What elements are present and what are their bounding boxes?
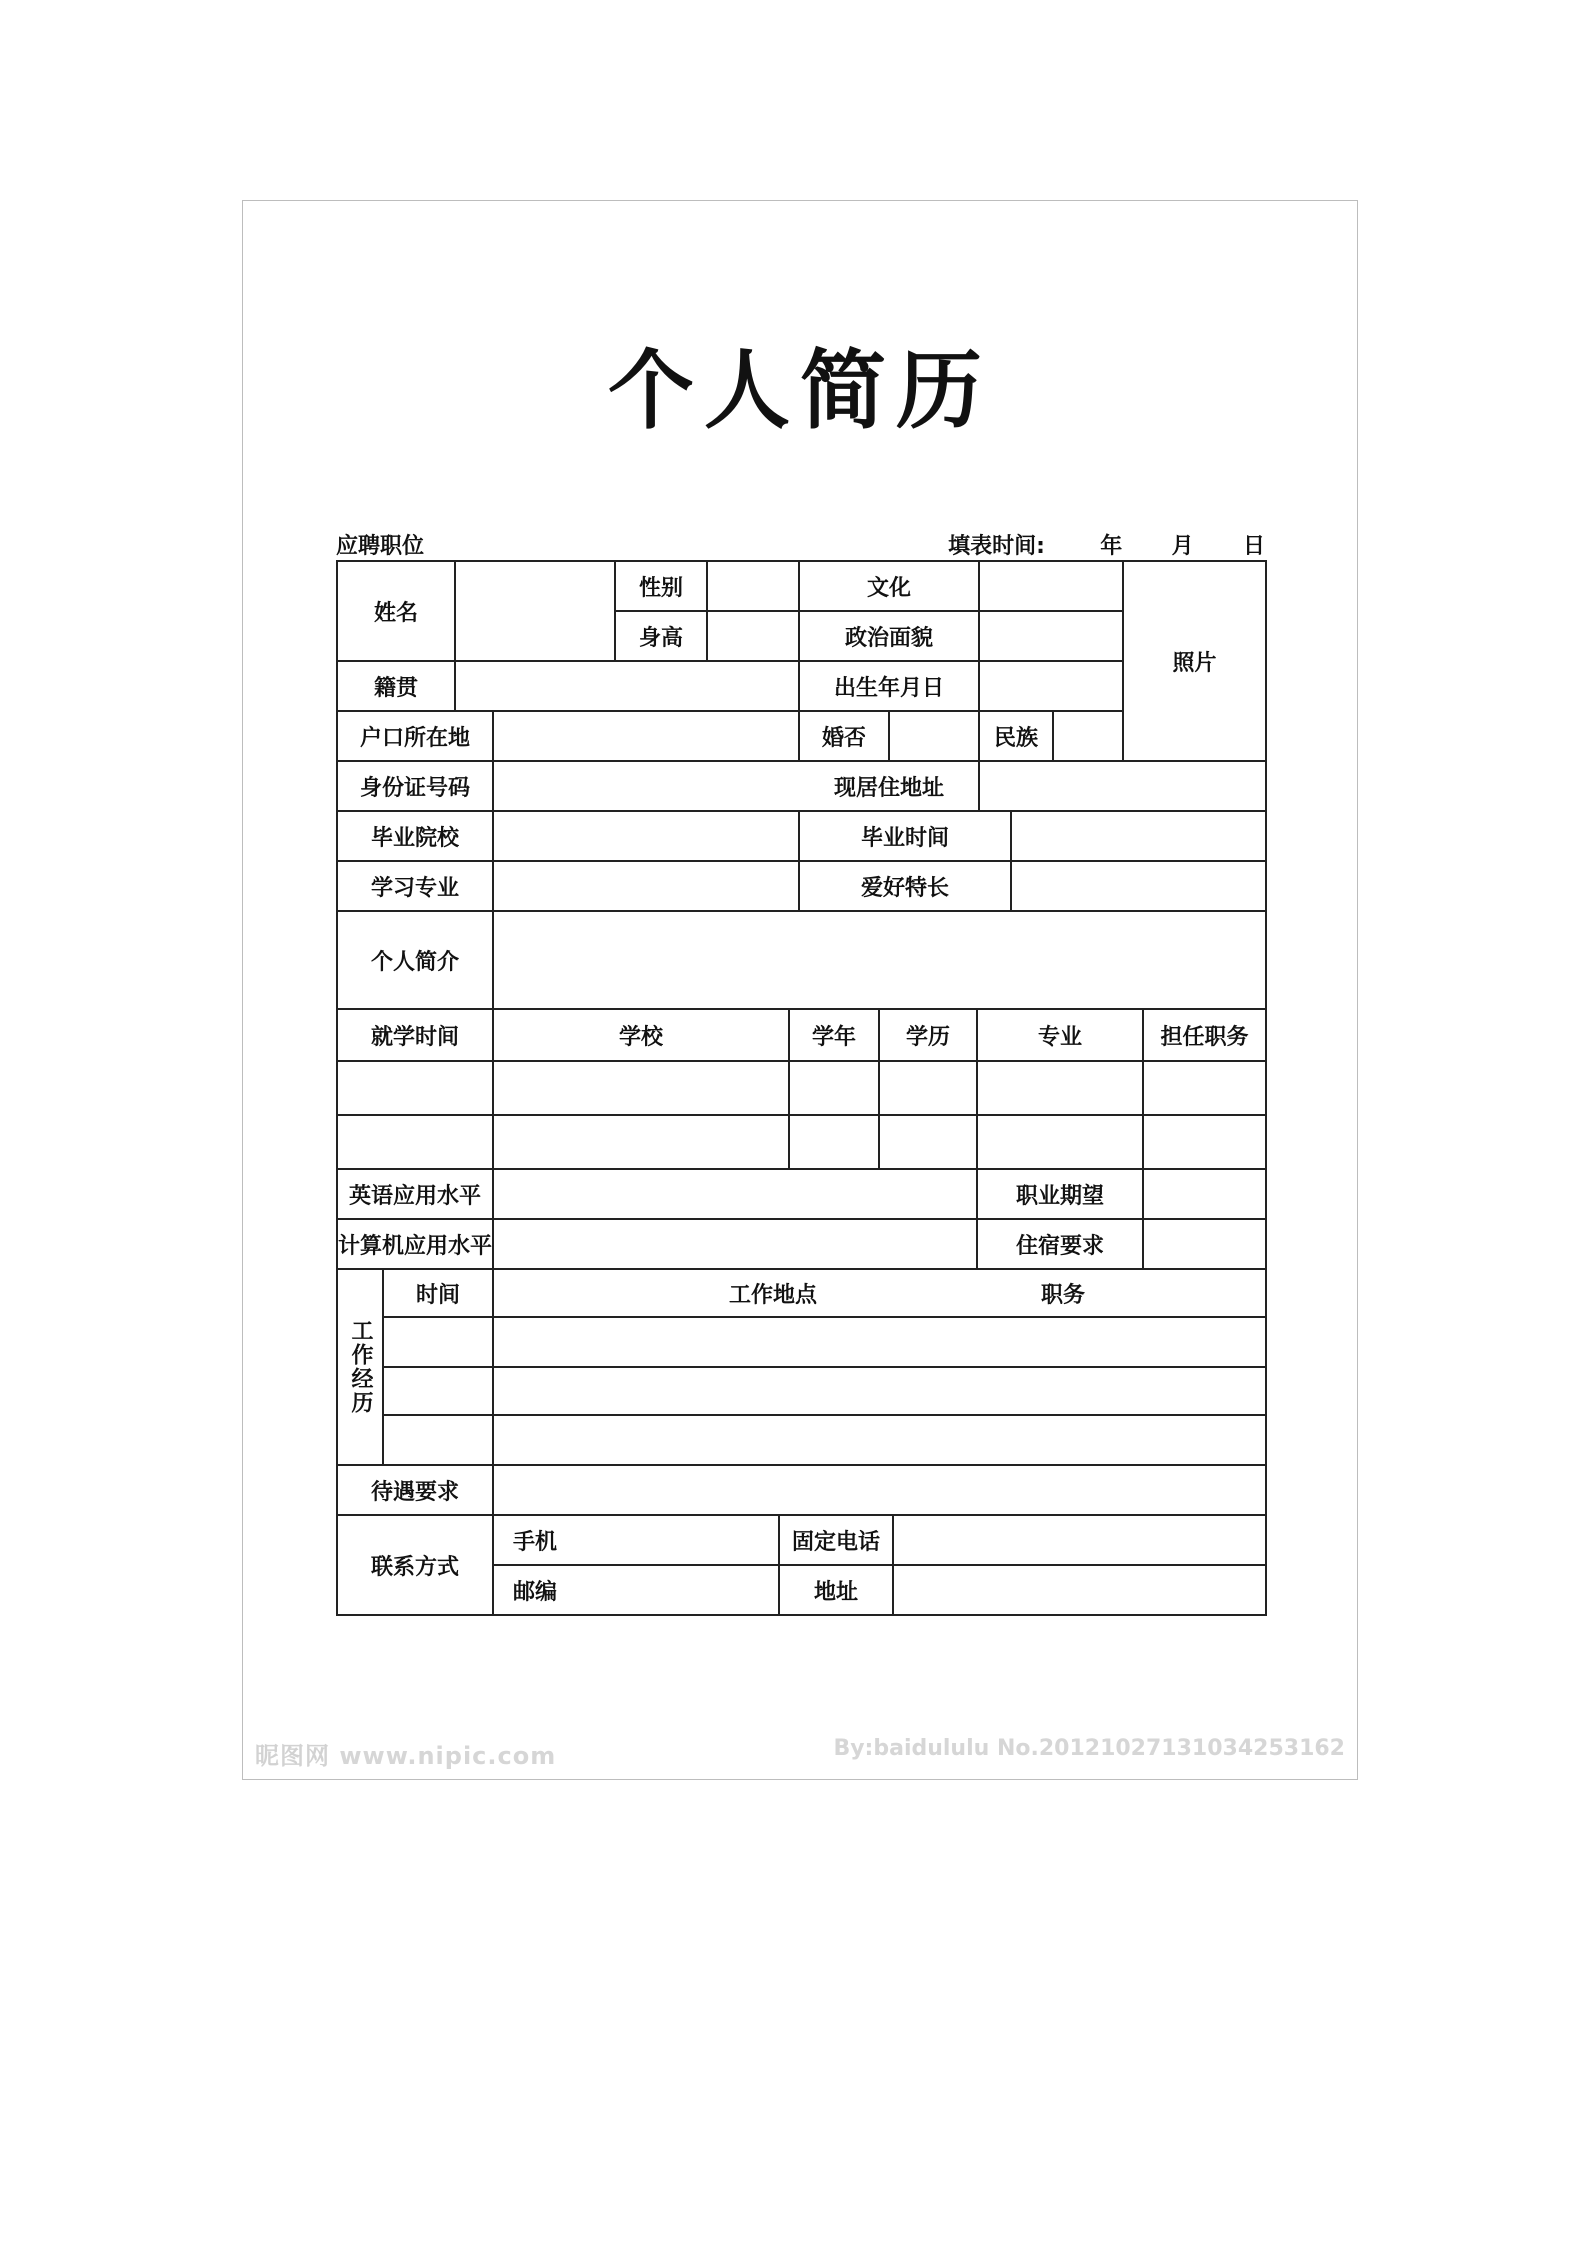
english-label: 英语应用水平 bbox=[348, 1183, 481, 1209]
contact-label: 联系方式 bbox=[370, 1554, 459, 1580]
hukou-label: 户口所在地 bbox=[359, 725, 470, 751]
work-section-text: 工作经历 bbox=[348, 1319, 373, 1415]
name-label: 姓名 bbox=[373, 600, 418, 626]
birth-field[interactable] bbox=[979, 661, 1123, 711]
school-label: 毕业院校 bbox=[370, 825, 459, 851]
salary-label: 待遇要求 bbox=[370, 1479, 459, 1505]
fill-time-label: 填表时间: bbox=[948, 534, 1045, 559]
table-row[interactable] bbox=[383, 1367, 1266, 1415]
table-row[interactable] bbox=[337, 1061, 1266, 1115]
table-row[interactable] bbox=[383, 1317, 1266, 1367]
ethnic-label: 民族 bbox=[993, 725, 1038, 751]
english-field[interactable] bbox=[493, 1169, 977, 1219]
political-field[interactable] bbox=[979, 611, 1123, 661]
intro-label: 个人简介 bbox=[370, 949, 459, 975]
work-place-header: 工作地点 bbox=[728, 1282, 817, 1308]
day-label: 日 bbox=[1242, 534, 1265, 559]
edu-school-header: 学校 bbox=[618, 1024, 663, 1050]
resume-sheet bbox=[242, 200, 1358, 1780]
computer-field[interactable] bbox=[493, 1219, 977, 1269]
edu-degree-header: 学历 bbox=[905, 1024, 950, 1050]
landline-field[interactable] bbox=[893, 1515, 1266, 1565]
edu-time-header: 就学时间 bbox=[370, 1024, 459, 1050]
work-time-header: 时间 bbox=[415, 1282, 460, 1308]
salary-field[interactable] bbox=[493, 1465, 1266, 1515]
mobile-label: 手机 bbox=[513, 1529, 558, 1555]
political-label: 政治面貌 bbox=[844, 625, 933, 651]
site-url: www.nipic.com bbox=[339, 1742, 557, 1770]
page-title: 个人简历 bbox=[608, 340, 992, 441]
watermark-credit: By:baidululu No.20121027131034253162 bbox=[833, 1736, 1345, 1761]
career-field[interactable] bbox=[1143, 1169, 1266, 1219]
gender-field[interactable] bbox=[707, 561, 799, 611]
computer-label: 计算机应用水平 bbox=[337, 1233, 492, 1259]
major-field[interactable] bbox=[493, 861, 799, 911]
ethnic-field[interactable] bbox=[1053, 711, 1123, 761]
major-label: 学习专业 bbox=[370, 875, 459, 901]
month-label: 月 bbox=[1171, 534, 1194, 559]
hobby-label: 爱好特长 bbox=[860, 875, 949, 901]
marital-field[interactable] bbox=[889, 711, 979, 761]
photo-box[interactable]: 照片 bbox=[1172, 650, 1217, 676]
height-field[interactable] bbox=[707, 611, 799, 661]
site-logo: 昵图网 bbox=[255, 1742, 330, 1770]
address-field[interactable] bbox=[979, 761, 1266, 811]
name-field[interactable] bbox=[455, 561, 615, 661]
contact-address-field[interactable] bbox=[893, 1565, 1266, 1615]
hukou-field[interactable] bbox=[493, 711, 799, 761]
table-row[interactable] bbox=[337, 1115, 1266, 1169]
postcode-label: 邮编 bbox=[513, 1579, 558, 1605]
position-label: 应聘职位 bbox=[336, 534, 425, 559]
culture-field[interactable] bbox=[979, 561, 1123, 611]
school-field[interactable] bbox=[493, 811, 799, 861]
table-row[interactable] bbox=[383, 1415, 1266, 1465]
grad-time-field[interactable] bbox=[1011, 811, 1266, 861]
culture-label: 文化 bbox=[866, 575, 911, 601]
id-number-field[interactable] bbox=[493, 761, 799, 811]
native-field[interactable] bbox=[455, 661, 799, 711]
gender-label: 性别 bbox=[638, 575, 683, 601]
address-label: 现居住地址 bbox=[833, 775, 944, 801]
edu-year-header: 学年 bbox=[811, 1024, 856, 1050]
landline-label: 固定电话 bbox=[791, 1529, 880, 1555]
lodging-label: 住宿要求 bbox=[1015, 1233, 1104, 1259]
work-role-header: 职务 bbox=[1040, 1282, 1085, 1308]
career-label: 职业期望 bbox=[1015, 1183, 1104, 1209]
native-label: 籍贯 bbox=[373, 675, 418, 701]
grad-time-label: 毕业时间 bbox=[860, 825, 949, 851]
lodging-field[interactable] bbox=[1143, 1219, 1266, 1269]
id-number-label: 身份证号码 bbox=[359, 775, 470, 801]
edu-major-header: 专业 bbox=[1037, 1024, 1082, 1050]
hobby-field[interactable] bbox=[1011, 861, 1266, 911]
birth-label: 出生年月日 bbox=[833, 675, 944, 701]
year-label: 年 bbox=[1100, 534, 1123, 559]
work-section-label bbox=[337, 1269, 383, 1465]
watermark-site bbox=[255, 1736, 556, 1771]
intro-field[interactable] bbox=[493, 911, 1266, 1009]
contact-address-label: 地址 bbox=[813, 1579, 858, 1605]
marital-label: 婚否 bbox=[821, 725, 866, 751]
height-label: 身高 bbox=[638, 625, 683, 651]
edu-role-header: 担任职务 bbox=[1160, 1024, 1249, 1050]
